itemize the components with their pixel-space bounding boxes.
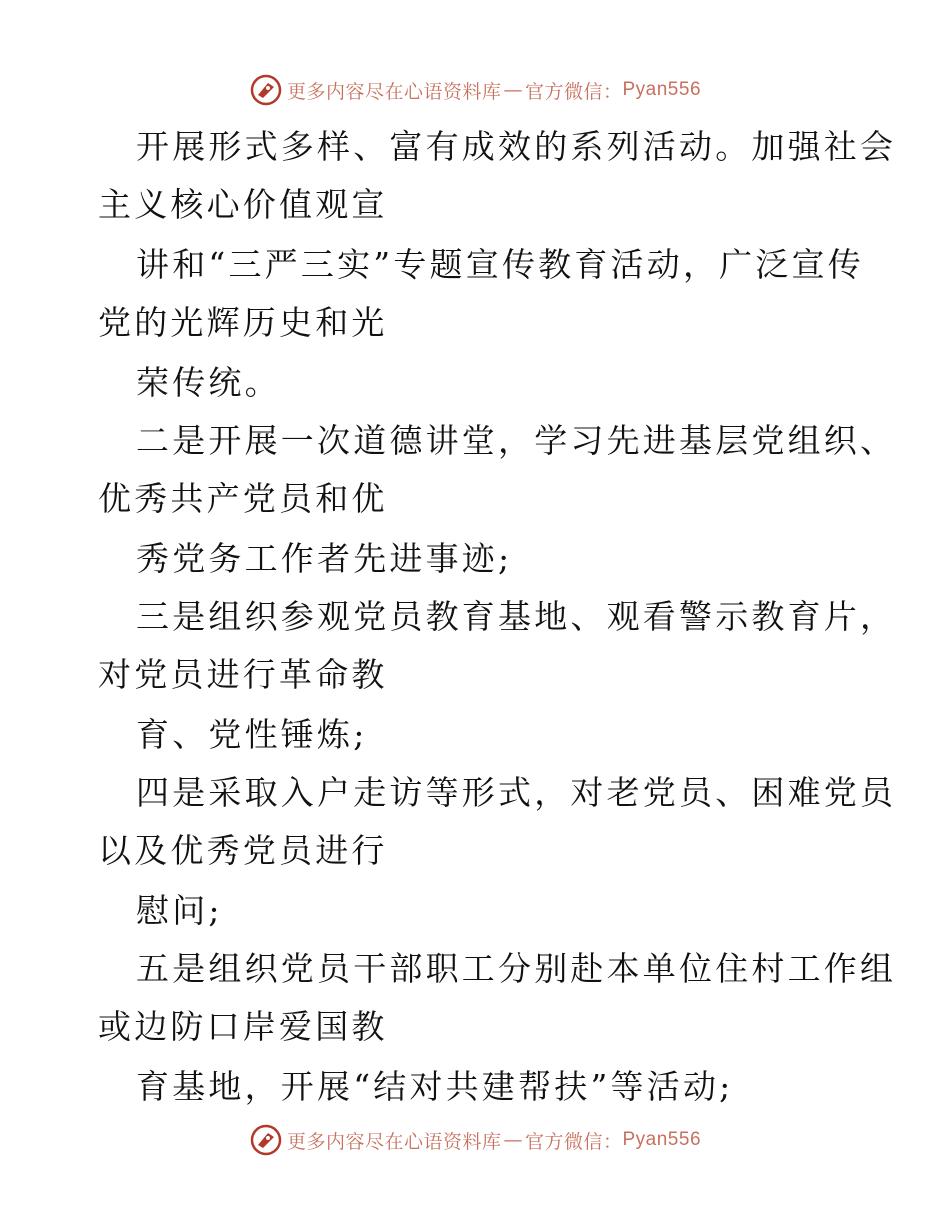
pen-nib-circle-icon: [249, 1123, 283, 1157]
paragraph-10-line-2: 或边防口岸爱国教: [98, 1007, 388, 1046]
watermark-separator: —: [503, 79, 523, 101]
paragraph-8-line-2: 以及优秀党员进行: [98, 831, 388, 870]
watermark-sub-text: 官方微信：: [524, 1130, 623, 1153]
paragraph-7-line-1: 育、党性锤炼;: [136, 715, 368, 754]
paragraph-2-line-2: 党的光辉历史和光: [98, 303, 388, 342]
paragraph-6-line-2: 对党员进行革命教: [98, 655, 388, 694]
paragraph-4-line-1: 二是开展一次道德讲堂，学习先进基层党组织、: [136, 421, 897, 460]
paragraph-2-line-1: 讲和“三严三实”专题宣传教育活动，广泛宣传: [136, 245, 864, 284]
header-watermark: [0, 72, 950, 108]
watermark-wechat-id: Pyan556: [622, 79, 702, 100]
pen-nib-circle-icon: [249, 73, 283, 107]
watermark-main-text: 更多内容尽在心语资料库: [286, 80, 502, 103]
watermark-main-text: 更多内容尽在心语资料库: [286, 1130, 502, 1153]
paragraph-1-line-1: 开展形式多样、富有成效的系列活动。加强社会: [136, 127, 897, 166]
paragraph-9-line-1: 慰问;: [136, 891, 223, 930]
paragraph-4-line-2: 优秀共产党员和优: [98, 479, 388, 518]
watermark-sub-text: 官方微信：: [524, 80, 623, 103]
footer-watermark: [0, 1122, 950, 1158]
paragraph-8-line-1: 四是采取入户走访等形式，对老党员、困难党员: [136, 773, 897, 812]
paragraph-5-line-1: 秀党务工作者先进事迹;: [136, 539, 513, 578]
watermark-separator: —: [503, 1129, 523, 1151]
paragraph-11-line-1: 育基地，开展“结对共建帮扶”等活动;: [136, 1067, 734, 1106]
paragraph-1-line-2: 主义核心价值观宣: [98, 185, 388, 224]
watermark-wechat-id: Pyan556: [622, 1129, 702, 1150]
paragraph-6-line-1: 三是组织参观党员教育基地、观看警示教育片，: [136, 597, 897, 636]
paragraph-10-line-1: 五是组织党员干部职工分别赴本单位住村工作组: [136, 949, 897, 988]
paragraph-3-line-1: 荣传统。: [136, 363, 281, 402]
